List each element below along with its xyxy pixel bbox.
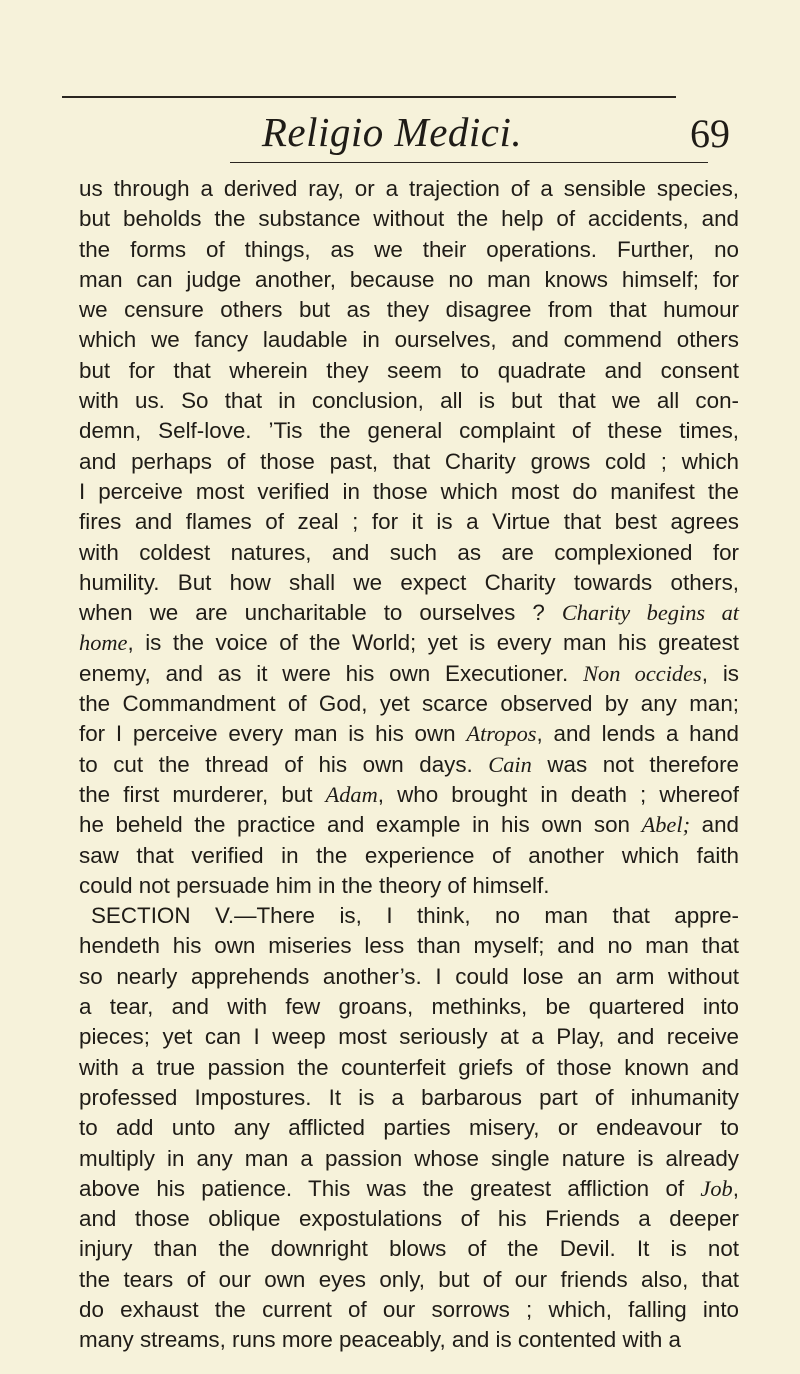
text-run: fires and flames of zeal ; for it is a Virtue that best agrees — [79, 509, 739, 535]
text-run: do exhaust the current of our sorrows ; which, falling into — [79, 1296, 739, 1322]
text-run: but beholds the substance without the help of accidents, and — [79, 206, 739, 232]
text-line — [79, 386, 739, 416]
text-run: , and lends a hand — [536, 721, 739, 747]
text-line — [79, 1083, 739, 1113]
text-line — [79, 810, 739, 840]
text-line — [79, 931, 739, 961]
text-run: when we are uncharitable to ourselves ? — [79, 600, 562, 626]
text-run: injury than the downright blows of the Devil. It is not — [79, 1236, 739, 1262]
text-line — [79, 659, 739, 689]
running-head-title: Religio Medici. — [261, 109, 523, 155]
text-line — [79, 325, 739, 355]
text-line — [79, 901, 739, 931]
italic-text: Adam — [325, 781, 378, 807]
text-run: multiply in any man a passion whose single nature is already — [79, 1145, 739, 1171]
text-run: he beheld the practice and example in his own son — [79, 812, 642, 838]
text-line — [79, 265, 739, 295]
text-line — [79, 598, 739, 628]
text-line — [79, 962, 739, 992]
text-line — [79, 1113, 739, 1143]
text-run: the tears of our own eyes only, but of our friends also, that — [79, 1266, 739, 1292]
text-run: the first murderer, but — [79, 781, 326, 807]
text-line — [79, 507, 739, 537]
text-line — [79, 750, 739, 780]
text-line — [79, 1053, 739, 1083]
text-line — [79, 477, 739, 507]
text-run: , who brought in death ; whereof — [377, 781, 739, 807]
text-run: , is — [701, 660, 740, 686]
text-run: with us. So that in conclusion, all is but that we all con- — [79, 388, 739, 414]
italic-text: home — [79, 630, 128, 656]
body-text — [79, 174, 739, 1356]
text-line — [79, 235, 739, 265]
text-run: professed Impostures. It is a barbarous part of inhumanity — [79, 1084, 739, 1110]
text-run: demn, Self-love. ’Tis the general complaint of these times, — [79, 418, 739, 444]
italic-text: Abel; — [641, 812, 691, 838]
text-line — [79, 447, 739, 477]
text-run: I perceive most verified in those which most do manifest the — [79, 478, 739, 504]
text-run: which we fancy laudable in ourselves, and commend others — [79, 327, 739, 353]
text-run: to add unto any afflicted parties misery, or endeavour to — [79, 1115, 739, 1141]
text-run: above his patience. This was the greatest affliction of — [79, 1175, 701, 1201]
text-line — [79, 1174, 739, 1204]
text-line — [79, 719, 739, 749]
text-line — [79, 538, 739, 568]
text-line — [79, 780, 739, 810]
text-line — [79, 1265, 739, 1295]
text-run: SECTION V.—There is, I think, no man that appre- — [91, 903, 739, 929]
text-line — [79, 992, 739, 1022]
text-run: us through a derived ray, or a trajection of a sensible species, — [79, 176, 739, 201]
text-line — [79, 689, 739, 719]
text-line — [79, 416, 739, 446]
text-run: humility. But how shall we expect Charity towards others, — [79, 569, 739, 595]
text-run: enemy, and as it were his own Executioner. — [79, 660, 584, 686]
text-line — [79, 1295, 739, 1325]
text-run: and perhaps of those past, that Charity grows cold ; which — [79, 448, 739, 474]
text-line — [79, 356, 739, 386]
text-line — [79, 841, 739, 871]
text-run: a tear, and with few groans, methinks, be quartered into — [79, 994, 739, 1020]
text-run: man can judge another, because no man knows himself; for — [79, 266, 739, 292]
header-rule-top — [62, 96, 676, 98]
text-run: the Commandment of God, yet scarce observed by any man; — [79, 691, 739, 717]
text-run: was not therefore — [531, 751, 739, 777]
text-line — [79, 295, 739, 325]
text-line — [79, 871, 739, 901]
text-run: so nearly apprehends another’s. I could lose an arm without — [79, 963, 739, 989]
text-run: the forms of things, as we their operations. Further, no — [79, 236, 739, 262]
text-line — [79, 174, 739, 204]
text-run: , is the voice of the World; yet is every man his greatest — [127, 630, 739, 656]
text-run: could not persuade him in the theory of himself. — [79, 872, 550, 898]
italic-text: Atropos — [466, 721, 537, 747]
text-line — [79, 1022, 739, 1052]
text-run: pieces; yet can I weep most seriously at a Play, and receive — [79, 1024, 739, 1050]
text-run: with a true passion the counterfeit griefs of those known and — [79, 1054, 739, 1080]
page-number: 69 — [690, 111, 730, 156]
text-run: for I perceive every man is his own — [79, 721, 467, 747]
text-line — [79, 1325, 739, 1355]
text-line — [79, 1234, 739, 1264]
italic-text: Job — [700, 1175, 733, 1201]
text-line — [79, 204, 739, 234]
text-run: saw that verified in the experience of another which faith — [79, 842, 739, 868]
text-run: to cut the thread of his own days. — [79, 751, 489, 777]
italic-text: Non occides — [583, 660, 702, 686]
text-run: , — [732, 1175, 739, 1201]
text-run: but for that wherein they seem to quadrate and consent — [79, 357, 739, 383]
text-run: hendeth his own miseries less than myself; and no man that — [79, 933, 739, 959]
text-run: with coldest natures, and such as are complexioned for — [79, 539, 739, 565]
text-line — [79, 1204, 739, 1234]
text-line — [79, 1144, 739, 1174]
text-run: we censure others but as they disagree from that humour — [79, 297, 739, 323]
header-rule-bottom — [230, 162, 708, 163]
text-run: many streams, runs more peaceably, and is contented with a — [79, 1327, 681, 1353]
text-line — [79, 628, 739, 658]
text-run: and those oblique expostulations of his Friends a deeper — [79, 1206, 739, 1232]
text-run: and — [690, 812, 739, 838]
italic-text: Cain — [488, 751, 532, 777]
text-line — [79, 568, 739, 598]
italic-text: Charity begins at — [561, 600, 739, 626]
